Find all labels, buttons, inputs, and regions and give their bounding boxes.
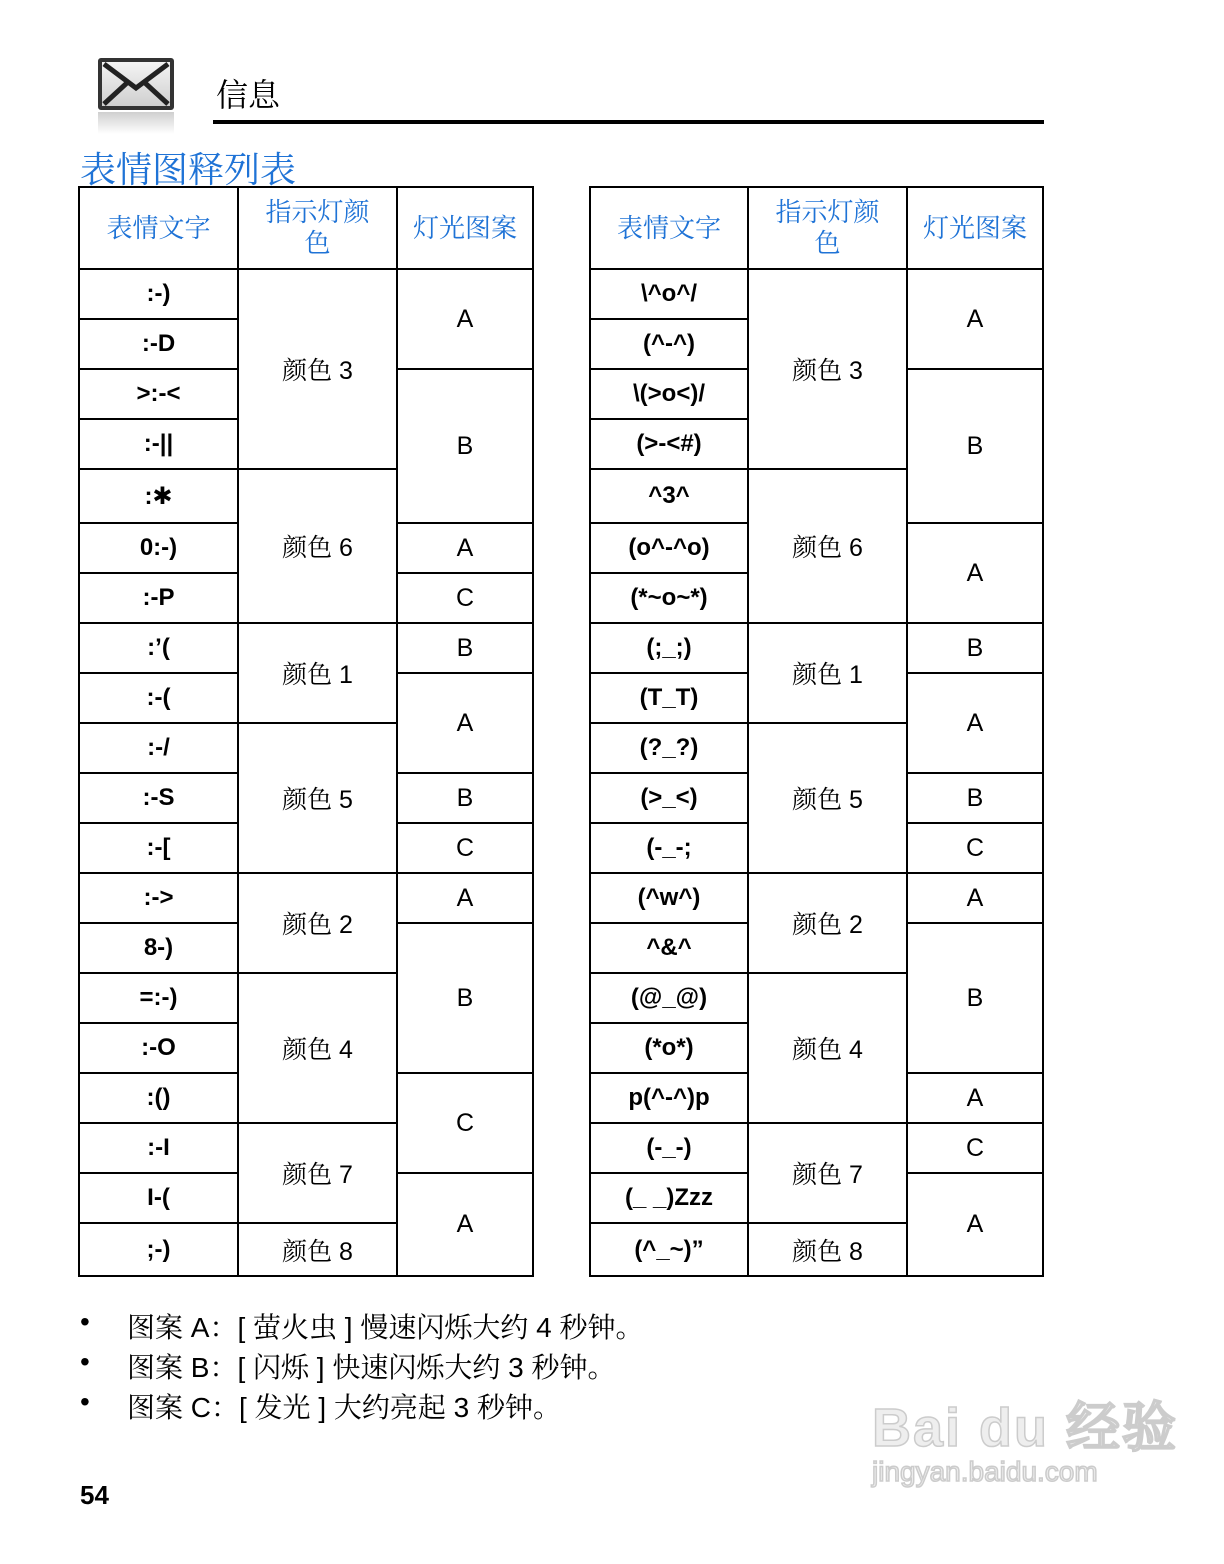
emoticon-text: ^3^ <box>590 469 748 523</box>
light-pattern: B <box>397 623 533 673</box>
envelope-reflection <box>98 112 174 134</box>
emoticon-text: p(^-^)p <box>590 1073 748 1123</box>
emoticon-text: (*o*) <box>590 1023 748 1073</box>
emoticon-text: =:-) <box>79 973 238 1023</box>
table-row <box>590 623 1043 673</box>
emoticon-text: (@_@) <box>590 973 748 1023</box>
light-pattern: C <box>907 823 1043 873</box>
emoticon-text: ;-) <box>79 1223 238 1276</box>
column-header: 灯光图案 <box>397 187 533 269</box>
table-row <box>590 1123 1043 1173</box>
light-pattern: B <box>397 773 533 823</box>
light-pattern: A <box>907 873 1043 923</box>
light-pattern: A <box>397 1173 533 1276</box>
light-pattern: A <box>907 1173 1043 1276</box>
light-pattern: A <box>907 269 1043 369</box>
baidu-watermark <box>872 1385 1178 1488</box>
led-color: 颜色 4 <box>748 973 907 1123</box>
table-row <box>590 269 1043 319</box>
light-pattern: A <box>907 1073 1043 1123</box>
watermark-url: jingyan.baidu.com <box>872 1456 1098 1487</box>
led-color: 颜色 2 <box>238 873 397 973</box>
emoticon-text: :-/ <box>79 723 238 773</box>
led-color: 颜色 8 <box>748 1223 907 1276</box>
table-row <box>79 873 533 923</box>
led-color: 颜色 4 <box>238 973 397 1123</box>
led-color: 颜色 1 <box>238 623 397 723</box>
emoticon-text: (;_;) <box>590 623 748 673</box>
light-pattern: B <box>907 773 1043 823</box>
emoticon-text: (^_~)” <box>590 1223 748 1276</box>
emoticon-text: :-D <box>79 319 238 369</box>
led-color: 颜色 1 <box>748 623 907 723</box>
emoticon-text: (-_-) <box>590 1123 748 1173</box>
emoticon-text: :-I <box>79 1123 238 1173</box>
column-header: 表情文字 <box>79 187 238 269</box>
led-color: 颜色 3 <box>748 269 907 469</box>
envelope-icon <box>98 58 174 110</box>
emoticon-text: :-P <box>79 573 238 623</box>
section-title: 信息 <box>216 77 281 113</box>
emoticon-text: 8-) <box>79 923 238 973</box>
emoticon-text: :✱ <box>79 469 238 523</box>
light-pattern: B <box>397 369 533 523</box>
emoticon-text: :-> <box>79 873 238 923</box>
column-header: 表情文字 <box>590 187 748 269</box>
emoticon-text: (-_-; <box>590 823 748 873</box>
emoticon-text: (T_T) <box>590 673 748 723</box>
bullet: • <box>80 1386 90 1417</box>
emoticon-text: I-( <box>79 1173 238 1223</box>
light-pattern: C <box>397 1073 533 1173</box>
emoticon-text: (^w^) <box>590 873 748 923</box>
led-color: 颜色 6 <box>748 469 907 623</box>
emoticon-text: (>-<#) <box>590 419 748 469</box>
emoticon-text: :-O <box>79 1023 238 1073</box>
emoticon-text: (>_<) <box>590 773 748 823</box>
led-color: 颜色 3 <box>238 269 397 469</box>
table-row <box>590 873 1043 923</box>
bullet: • <box>80 1346 90 1377</box>
note-text: 图案 A：[ 萤火虫 ] 慢速闪烁大约 4 秒钟。 <box>127 1312 644 1343</box>
emoticon-text: ^&^ <box>590 923 748 973</box>
emoticon-table-right <box>589 186 1044 1277</box>
emoticon-text: \(>o<)/ <box>590 369 748 419</box>
column-header: 指示灯颜色 <box>238 187 397 269</box>
led-color: 颜色 6 <box>238 469 397 623</box>
emoticon-text: (o^-^o) <box>590 523 748 573</box>
light-pattern: A <box>397 523 533 573</box>
light-pattern: A <box>397 673 533 773</box>
table-row <box>79 269 533 319</box>
light-pattern: B <box>907 923 1043 1073</box>
note-text: 图案 C：[ 发光 ] 大约亮起 3 秒钟。 <box>127 1392 562 1423</box>
led-color: 颜色 8 <box>238 1223 397 1276</box>
light-pattern: B <box>397 923 533 1073</box>
note-text: 图案 B：[ 闪烁 ] 快速闪烁大约 3 秒钟。 <box>127 1352 616 1383</box>
emoticon-text: :’( <box>79 623 238 673</box>
light-pattern: B <box>907 623 1043 673</box>
emoticon-text: (^-^) <box>590 319 748 369</box>
emoticon-text: :-( <box>79 673 238 723</box>
emoticon-text: (*~o~*) <box>590 573 748 623</box>
emoticon-table-left <box>78 186 534 1277</box>
column-header: 灯光图案 <box>907 187 1043 269</box>
light-pattern: A <box>397 269 533 369</box>
column-header: 指示灯颜色 <box>748 187 907 269</box>
emoticon-text: 0:-) <box>79 523 238 573</box>
light-pattern: A <box>907 523 1043 623</box>
table-row <box>79 623 533 673</box>
light-pattern: C <box>907 1123 1043 1173</box>
emoticon-text: :-[ <box>79 823 238 873</box>
light-pattern: B <box>907 369 1043 523</box>
light-pattern: C <box>397 823 533 873</box>
led-color: 颜色 5 <box>748 723 907 873</box>
watermark-logo: Bai du 经验 <box>872 1398 1179 1458</box>
emoticon-text: (_ _)Zzz <box>590 1173 748 1223</box>
emoticon-text: :-S <box>79 773 238 823</box>
light-pattern: A <box>907 673 1043 773</box>
led-color: 颜色 2 <box>748 873 907 973</box>
page-number: 54 <box>80 1480 109 1510</box>
light-pattern: C <box>397 573 533 623</box>
header-rule <box>213 120 1044 124</box>
page-title: 表情图释列表 <box>80 149 297 190</box>
emoticon-text: >:-< <box>79 369 238 419</box>
emoticon-text: :() <box>79 1073 238 1123</box>
light-pattern: A <box>397 873 533 923</box>
emoticon-text: (?_?) <box>590 723 748 773</box>
led-color: 颜色 7 <box>748 1123 907 1223</box>
led-color: 颜色 7 <box>238 1123 397 1223</box>
emoticon-text: :-) <box>79 269 238 319</box>
emoticon-text: \^o^/ <box>590 269 748 319</box>
bullet: • <box>80 1306 90 1337</box>
emoticon-text: :-|| <box>79 419 238 469</box>
led-color: 颜色 5 <box>238 723 397 873</box>
